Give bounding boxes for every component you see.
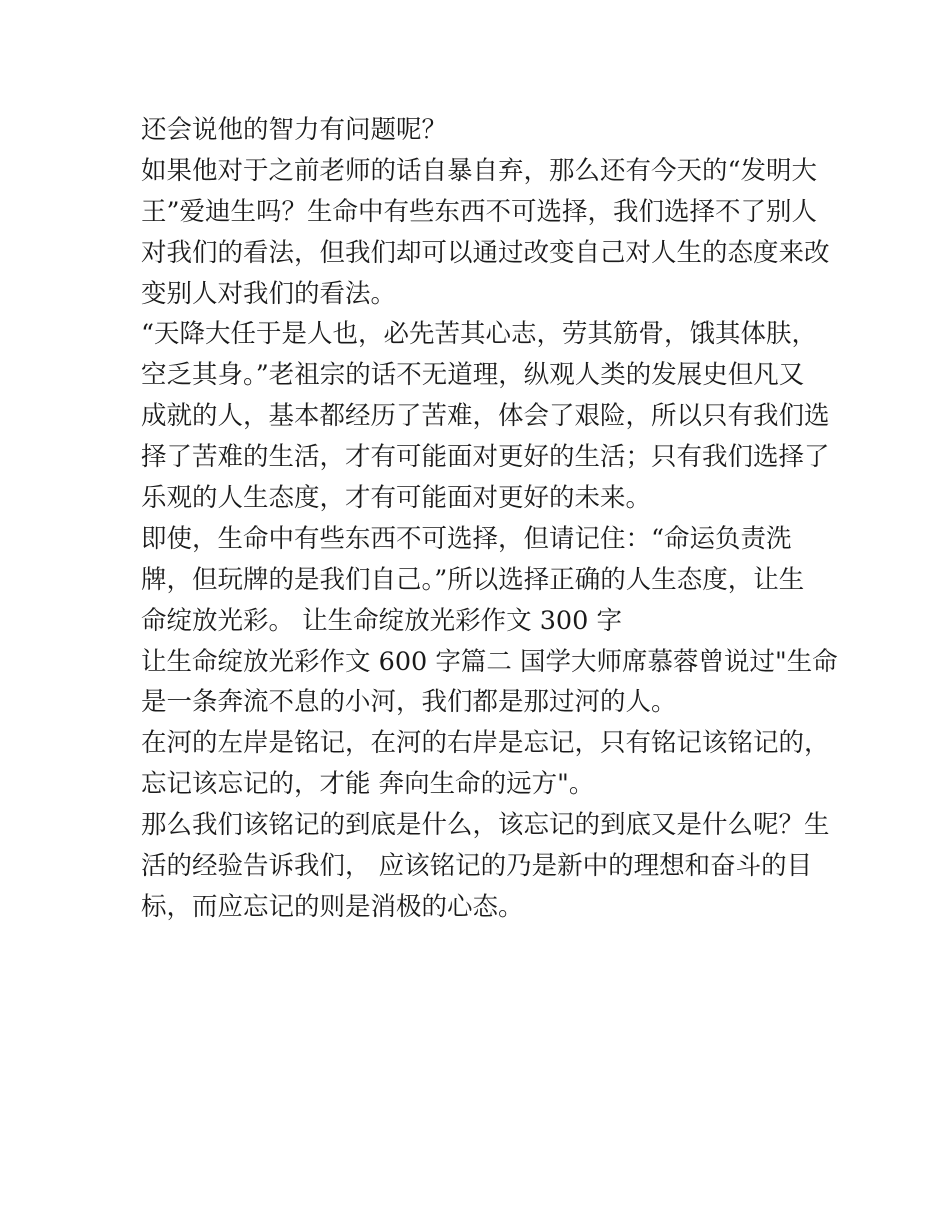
text-line: 择了苦难的生活，才有可能面对更好的生活；只有我们选择了	[141, 442, 830, 473]
text-line: 是一条奔流不息的小河，我们都是那过河的人。	[141, 687, 677, 718]
text-line: 忘记该忘记的，才能 奔向生命的远方"。	[141, 769, 595, 800]
text-line: 命绽放光彩。 让生命绽放光彩作文 300 字	[141, 605, 622, 636]
text-line: 让生命绽放光彩作文 600 字篇二 国学大师席慕蓉曾说过"生命	[141, 646, 838, 677]
text-line: 空乏其身。”老祖宗的话不无道理，纵观人类的发展史但凡又	[141, 360, 805, 391]
text-line: 活的经验告诉我们， 应该铭记的乃是新中的理想和奋斗的目	[141, 851, 813, 882]
text-line: 还会说他的智力有问题呢？	[141, 115, 448, 145]
text-line: 即使，生命中有些东西不可选择，但请记住：“命运负责洗	[141, 523, 792, 554]
text-line: 王”爱迪生吗？生命中有些东西不可选择，我们选择不了别人	[141, 196, 818, 227]
text-line: 成就的人，基本都经历了苦难，体会了艰险，所以只有我们选	[141, 401, 830, 432]
text-line: 对我们的看法，但我们却可以通过改变自己对人生的态度来改	[141, 237, 830, 268]
text-line: 牌，但玩牌的是我们自己。”所以选择正确的人生态度，让生	[141, 564, 805, 595]
text-line: “天降大任于是人也，必先苦其心志，劳其筋骨，饿其体肤，	[141, 319, 818, 350]
text-line: 标，而应忘记的则是消极的心态。	[141, 891, 524, 922]
text-line: 如果他对于之前老师的话自暴自弃，那么还有今天的“发明大	[141, 155, 818, 186]
body-text	[141, 110, 838, 928]
text-line: 那么我们该铭记的到底是什么，该忘记的到底又是什么呢？生	[141, 810, 830, 841]
text-line: 乐观的人生态度，才有可能面对更好的未来。	[141, 483, 652, 514]
text-line: 变别人对我们的看法。	[141, 278, 397, 309]
text-line: 在河的左岸是铭记，在河的右岸是忘记，只有铭记该铭记的，	[141, 728, 830, 759]
